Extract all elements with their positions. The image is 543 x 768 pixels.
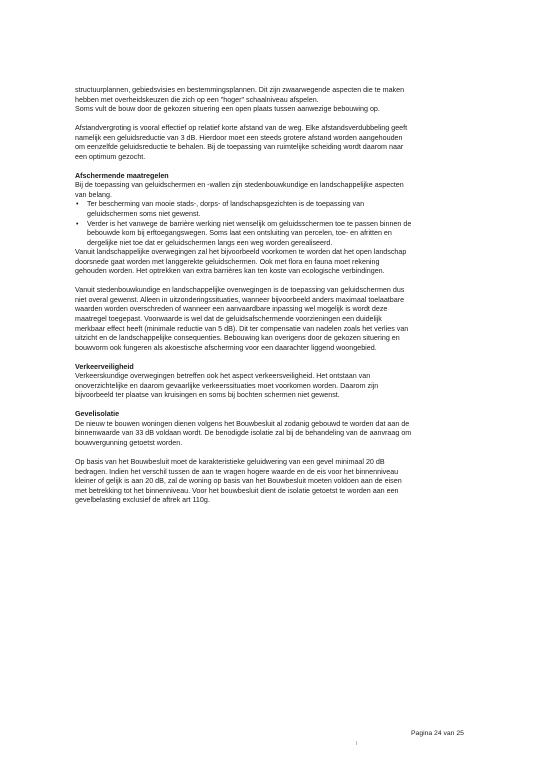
list-item — [75, 200, 473, 219]
page-content — [75, 86, 473, 506]
paragraph-building-code — [75, 458, 473, 506]
text-line: gehouden worden. Het optrekken van extra barrières kan ten koste van ecologische verbindingen. — [75, 267, 385, 276]
text-line: binnenwaarde van 33 dB voldaan wordt. De benodigde isolatie zal bij de behandeling van de aanvraag om — [75, 429, 412, 438]
text-line: De nieuw te bouwen woningen dienen volgens het Bouwbesluit al zodanig gebouwd te worden dat aan de — [75, 419, 410, 428]
text-line: Verder is het vanwege de barrière werking niet wenselijk om geluidsschermen toe te passen binnen de — [87, 219, 412, 228]
text-line: bebouwde kom bij erftoegangswegen. Soms laat een ontsluiting van percelen, toe- en afritten en — [87, 229, 392, 238]
text-line: Verkeerskundige overwegingen betreffen ook het aspect verkeersveiligheid. Het ontstaan van — [75, 372, 371, 381]
text-line: Bij de toepassing van geluidschermen en -wallen zijn stedenbouwkundige en landschappelijke aspecten — [75, 181, 404, 190]
text-line: maatregel toegepast. Voorwaarde is wel dat de geluidsafschermende voorzieningen een duidelijk — [75, 314, 382, 323]
text-line: onoverzichtelijke en daarom gevaarlijke verkeerssituaties moet voorkomen worden. Daarom zijn — [75, 381, 379, 390]
paragraph-traffic-safety — [75, 372, 473, 401]
text-line: niet overal gewenst. Alleen in uitzonderingssituaties, wanneer bijvoorbeeld anders maximaal toelaatbare — [75, 295, 405, 304]
text-line: bedragen. Indien het verschil tussen de aan te vragen hogere waarde en de eis voor het binnenniveau — [75, 467, 399, 476]
text-line: geluidschermen soms niet gewenst. — [87, 210, 201, 219]
text-line: Afstandvergroting is vooral effectief op relatief korte afstand van de weg. Elke afstandsverdubbeling geeft — [75, 124, 408, 133]
text-line: om eenzelfde geluidsreductie te behalen. Bij de toepassing van ruimtelijke scheiding wordt daarom naar — [75, 143, 404, 152]
paragraph-planning — [75, 86, 473, 115]
text-line: merkbaar effect heeft (minimale reductie van 5 dB). Dit ter compensatie van nadelen zoals het verlies van — [75, 324, 409, 333]
text-line: van belang. — [75, 190, 112, 199]
heading-verkeerveiligheid: Verkeerveiligheid — [75, 362, 134, 371]
text-line: bouwvergunning getoetst worden. — [75, 439, 183, 447]
text-line: dergelijke niet toe dat er geluidschermen langs een weg worden gerealiseerd. — [87, 238, 333, 247]
heading-gevelisolatie: Gevelisolatie — [75, 410, 120, 419]
bullet-list — [75, 200, 473, 248]
page-number: Pagina 24 van 25 — [411, 730, 464, 737]
text-line: Ter bescherming van mooie stads-, dorps- of landschapsgezichten is de toepassing van — [87, 200, 365, 209]
paragraph-screens-intro — [75, 181, 473, 200]
text-line: structuurplannen, gebiedsvisies en bestemmingsplannen. Dit zijn zwaarwegende aspecten die te maken — [75, 86, 405, 94]
text-line: bijvoorbeeld ter plaatse van kruisingen en soms bij bochten schermen niet gewenst. — [75, 391, 340, 400]
list-item — [75, 220, 473, 249]
heading-afschermende-maatregelen: Afschermende maatregelen — [75, 171, 169, 180]
scan-mark — [356, 741, 357, 745]
text-line: gevelbelasting exclusief de aftrek art 110g. — [75, 496, 210, 505]
text-line: met betrekking tot het binnenniveau. Voor het bouwbesluit dient de isolatie getoetst te worden aan een — [75, 486, 399, 495]
text-line: een optimum gezocht. — [75, 152, 146, 161]
paragraph-distance — [75, 124, 473, 162]
text-line: kleiner of gelijk is aan 20 dB, zal de woning op basis van het Bouwbesluit moeten voldoen aan de eisen — [75, 477, 402, 486]
paragraph-urban-considerations — [75, 286, 473, 353]
text-line: uitzicht en de landschappelijke consequenties. Bebouwing kan overigens door de gekozen situering en — [75, 334, 400, 343]
text-line: waarden worden overschreden of wanneer een aanvaardbare inpassing wel mogelijk is wordt deze — [75, 305, 388, 314]
text-line: bouwvorm ook fungeren als akoestische afscherming voor een daarachter liggend woongebied. — [75, 343, 377, 352]
text-line: Vanuit stedenbouwkundige en landschappelijke overwegingen is de toepassing van geluidschermen dus — [75, 286, 405, 295]
text-line: hebben met overheidskeuzen die zich op een "hoger" schaalniveau afspelen. — [75, 95, 319, 104]
text-line: Vanuit landschappelijke overwegingen zal het bijvoorbeeld voorkomen te worden dat het open landschap — [75, 248, 407, 257]
bullet-icon: • — [76, 201, 79, 209]
text-line: Op basis van het Bouwbesluit moet de karakteristieke geluidwering van een gevel minimaal 20 dB — [75, 458, 385, 467]
bullet-icon: • — [76, 220, 79, 228]
text-line: Soms vult de bouw door de gekozen situering een open plaats tussen aanwezige bebouwing op. — [75, 105, 380, 114]
text-line: doorsnede gaat worden met langgerekte geluidschermen. Ook met flora en fauna moet rekening — [75, 257, 380, 266]
paragraph-facade-insulation — [75, 420, 473, 449]
text-line: namelijk een geluidsreductie van 3 dB. Hierdoor moet een steeds grotere afstand worden aangehouden — [75, 133, 403, 142]
paragraph-landscape — [75, 248, 473, 277]
